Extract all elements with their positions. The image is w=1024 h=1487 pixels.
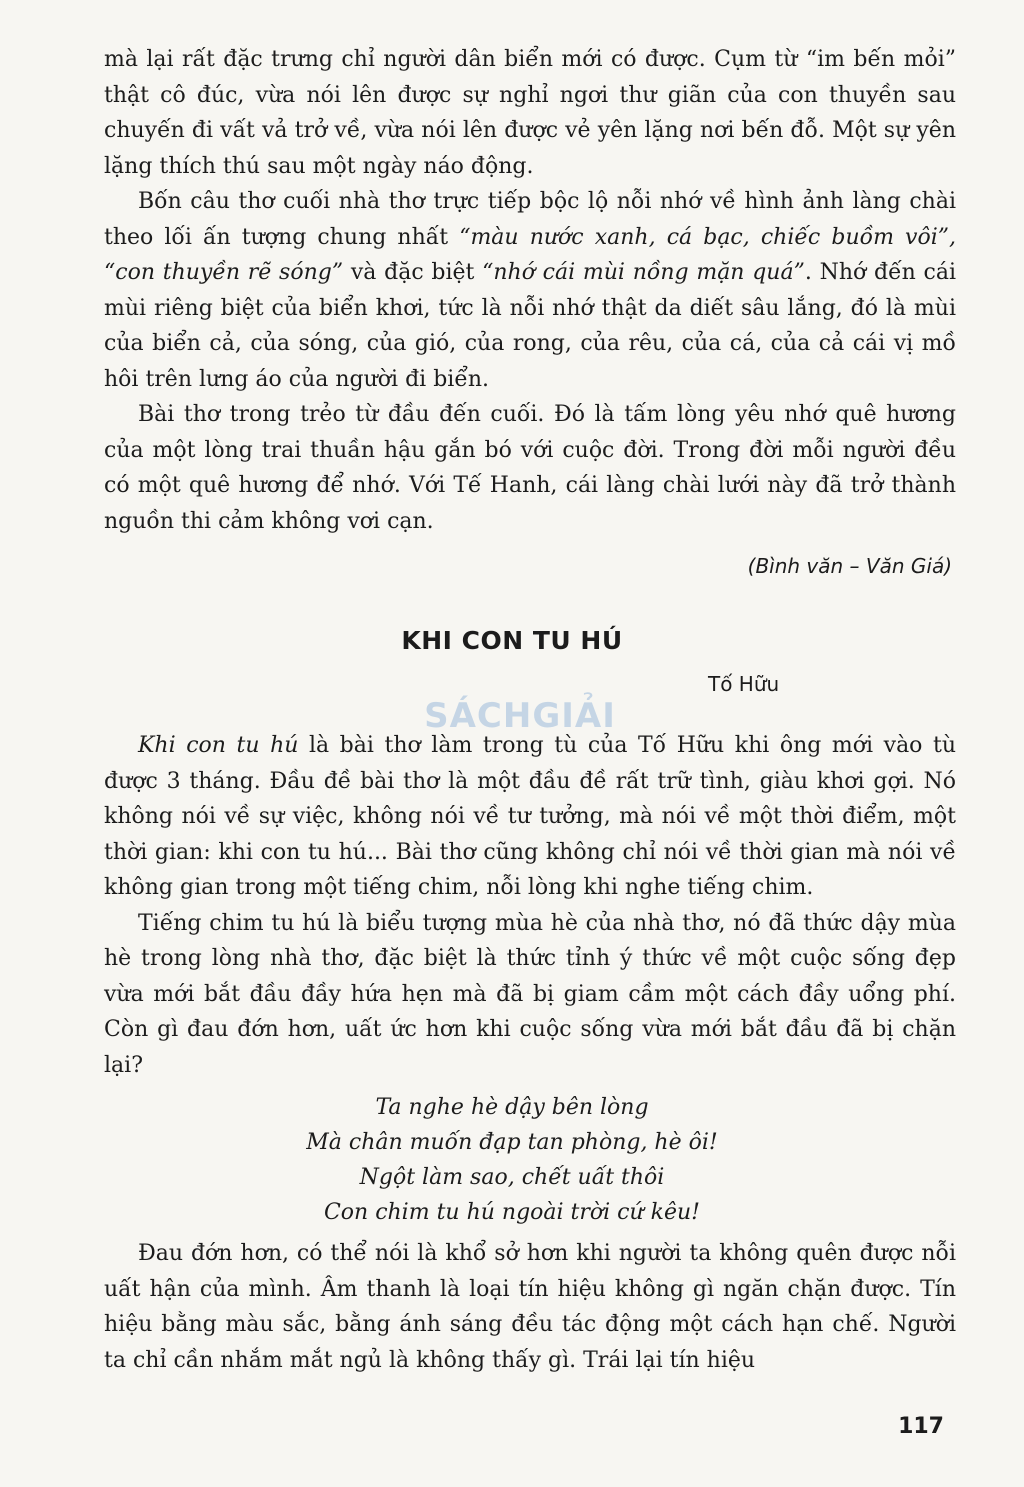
watermark-text: SÁCHGIẢI — [424, 696, 616, 736]
poem-line: Ngột làm sao, chết uất thôi — [359, 1165, 665, 1190]
para2-quote-2: “nhớ cái mùi nồng mặn quá” — [482, 260, 805, 285]
article1-source: (Bình văn – Văn Giá) — [747, 554, 952, 578]
article1-paragraph-2 — [104, 184, 956, 397]
poem-line: Con chim tu hú ngoài trời cứ kêu! — [323, 1200, 701, 1225]
para2-text-2: và đặc biệt — [343, 260, 483, 285]
poem-line: Ta nghe hè dậy bên lòng — [375, 1095, 649, 1120]
para2-text-1: Bốn câu thơ cuối nhà thơ trực tiếp bộc lộ nỗi nhớ về hình ảnh làng chài theo lối ấn tượng chung nhất — [104, 189, 956, 250]
para2-text-3: . Nhớ đến cái mùi riêng biệt của biển khơi, tức là nỗi nhớ thật da diết sâu lắng, đó là mùi của biển cả, của sóng, của gió, của rong, của rêu, của cá, của cả cái vị mồ hôi trên lưng áo của người đi biển. — [104, 260, 956, 392]
article2-author: Tố Hữu — [708, 672, 780, 696]
article1-paragraph-1: mà lại rất đặc trưng chỉ người dân biển mới có được. Cụm từ “im bến mỏi” thật cô đúc, vừa nói lên được sự nghỉ ngơi thư giãn của con thuyền sau chuyến đi vất vả trở về, vừa nói lên được vẻ yên lặng nơi bến đỗ. Một sự yên lặng thích thú sau một ngày náo động. — [104, 47, 956, 179]
article2-paragraph-1-text: là bài thơ làm trong tù của Tố Hữu khi ông mới vào tù được 3 tháng. Đầu đề bài thơ là một đầu đề rất trữ tình, giàu khơi gợi. Nó không nói về sự việc, không nói về tư tưởng, mà nói về một thời điểm, một thời gian: khi con tu hú... Bài thơ cũng không chỉ nói về thời gian mà nói về không gian trong một tiếng chim, nỗi lòng khi nghe tiếng chim. — [104, 733, 956, 900]
article2-paragraph-2: Tiếng chim tu hú là biểu tượng mùa hè của nhà thơ, nó đã thức dậy mùa hè trong lòng nhà thơ, đặc biệt là thức tỉnh ý thức về một cuộc sống đẹp vừa mới bắt đầu đầy hứa hẹn mà đã bị giam cầm một cách đầy uổng phí. Còn gì đau đớn hơn, uất ức hơn khi cuộc sống vừa mới bắt đầu đã bị chặn lại? — [104, 910, 956, 1078]
poem-line: Mà chân muốn đạp tan phòng, hè ôi! — [306, 1130, 718, 1155]
para2-quote-1: “màu nước xanh, cá bạc, chiếc buồm vôi”, “con thuyền rẽ sóng” — [104, 224, 956, 285]
article2-paragraph-1 — [104, 728, 956, 906]
article2-text-bottom — [104, 1236, 956, 1378]
poem-excerpt — [0, 1090, 1024, 1230]
article1-paragraph-3: Bài thơ trong trẻo từ đầu đến cuối. Đó là tấm lòng yêu nhớ quê hương của một lòng trai thuần hậu gắn bó với cuộc đời. Trong đời mỗi người đều có một quê hương để nhớ. Với Tế Hanh, cái làng chài lưới này đã trở thành nguồn thi cảm không vơi cạn. — [104, 402, 956, 534]
article2-text-top — [104, 728, 956, 1083]
article1-text — [104, 42, 956, 539]
poem-title-italic: Khi con tu hú — [138, 733, 299, 758]
page-number: 117 — [898, 1414, 944, 1439]
article2-paragraph-3: Đau đớn hơn, có thể nói là khổ sở hơn khi người ta không quên được nỗi uất hận của mình. Âm thanh là loại tín hiệu không gì ngăn chặn được. Tín hiệu bằng màu sắc, bằng ánh sáng đều tác động một cách hạn chế. Người ta chỉ cần nhắm mắt ngủ là không thấy gì. Trái lại tín hiệu — [104, 1241, 956, 1373]
article2-title: KHI CON TU HÚ — [401, 626, 623, 655]
